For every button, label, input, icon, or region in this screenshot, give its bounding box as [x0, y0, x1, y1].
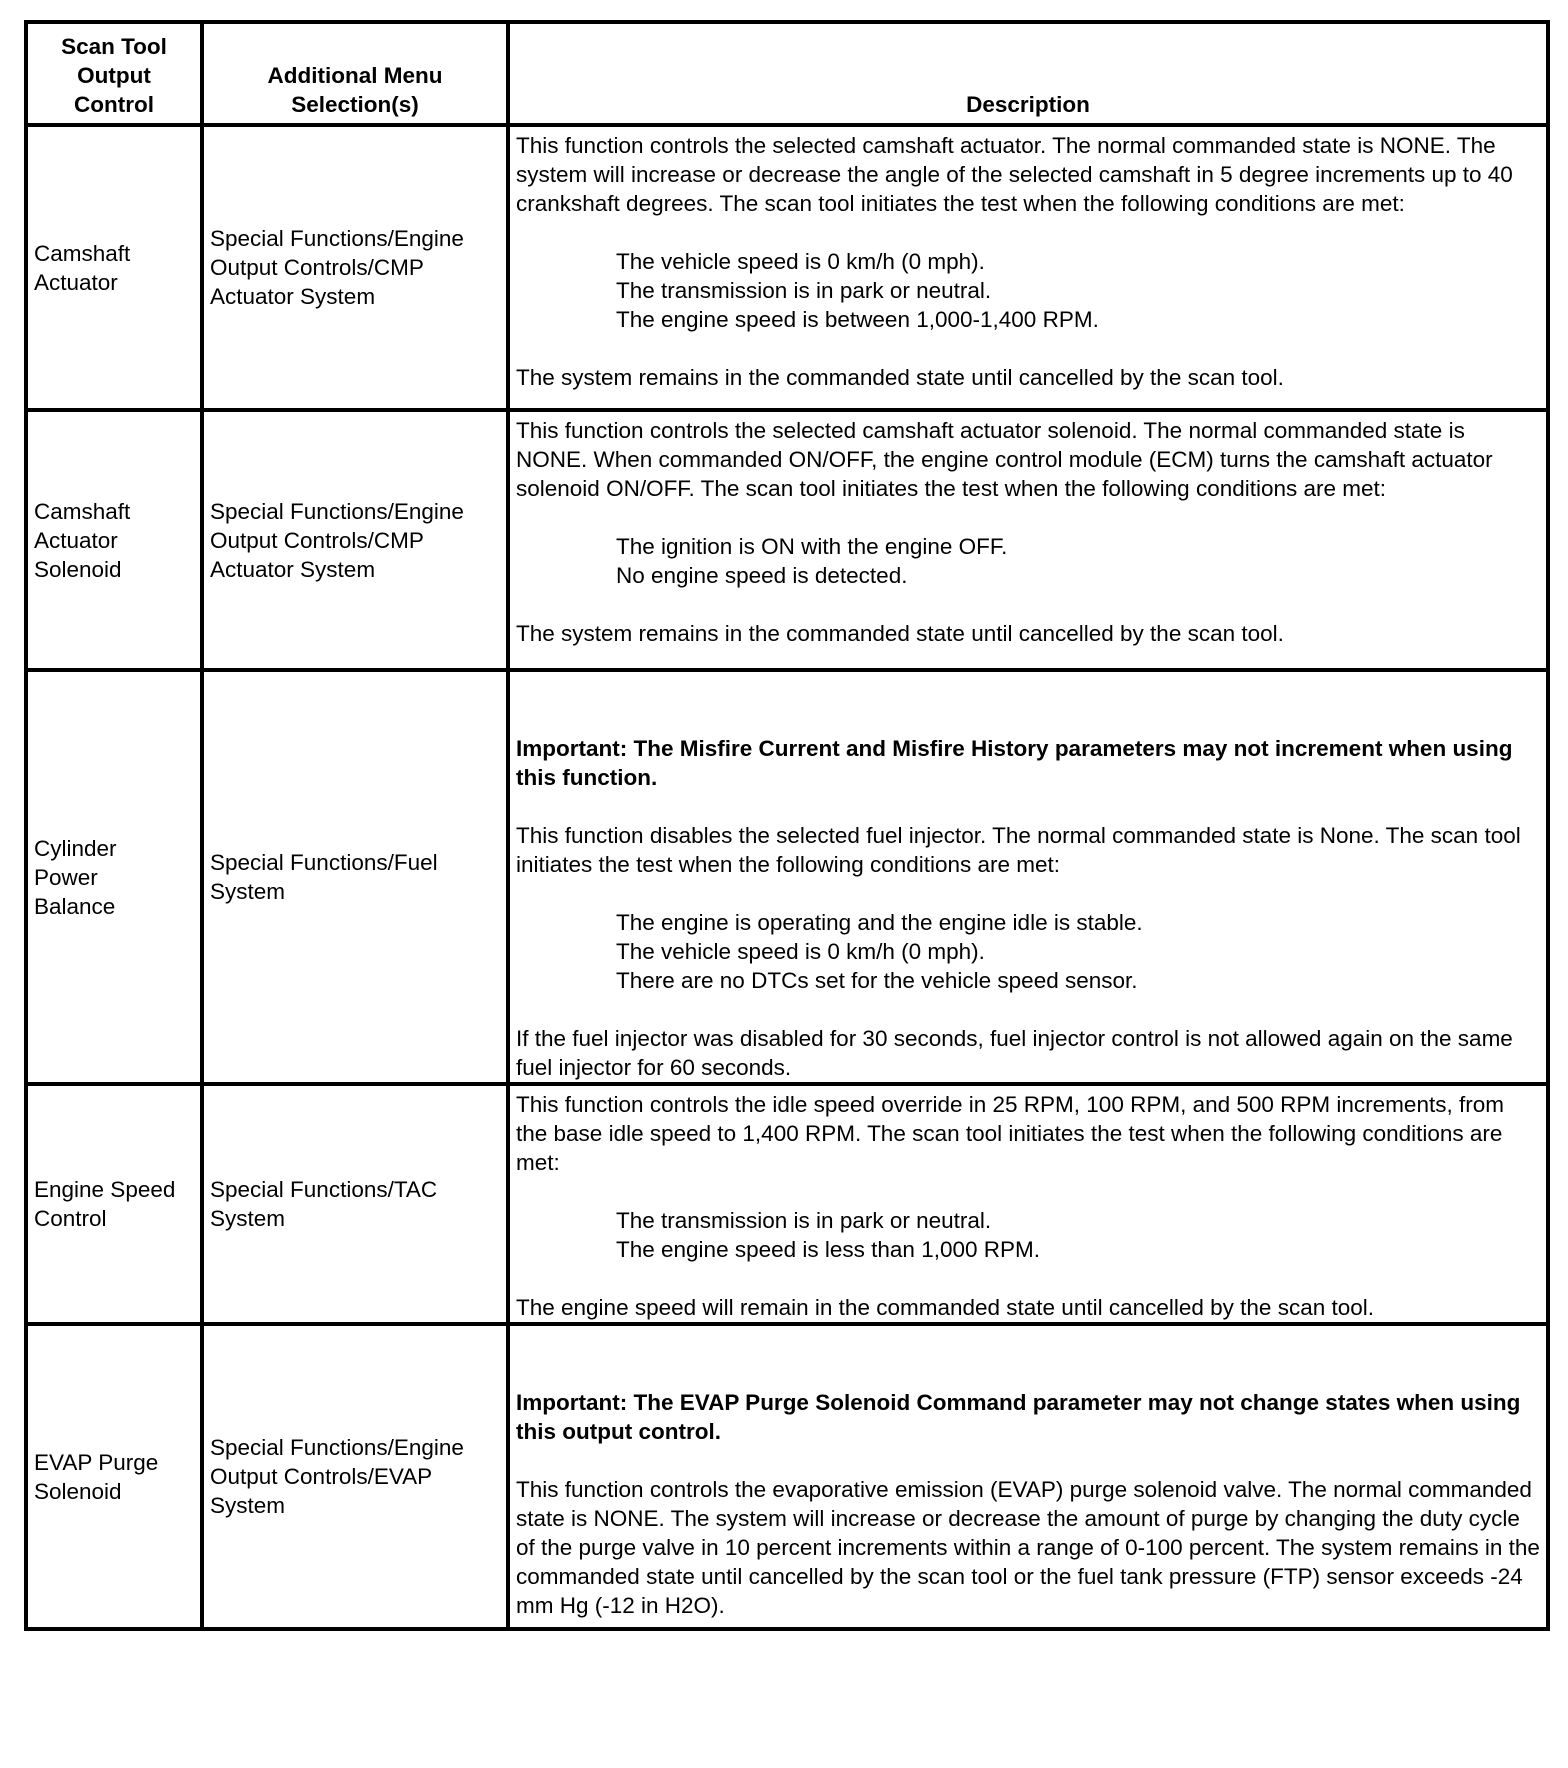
- output-control-cell: Engine Speed Control: [26, 1084, 202, 1324]
- output-control-cell: Camshaft Actuator: [26, 125, 202, 410]
- description-paragraph: This function disables the selected fuel injector. The normal commanded state is None. The scan tool initiates the test when the following conditions are met:: [516, 823, 1521, 877]
- description-paragraph: This function controls the selected camshaft actuator solenoid. The normal commanded state is NONE. When commanded ON/OFF, the engine control module (ECM) turns the camshaft actuator solenoid ON/OFF. The scan tool initiates the test when the following conditions are met:: [516, 418, 1493, 501]
- paragraph-spacer: [516, 705, 1540, 734]
- description-paragraph: This function controls the selected camshaft actuator. The normal commanded state is NONE. The system will increase or decrease the angle of the selected camshaft in 5 degree increments up to 40 crankshaft degrees. The scan tool initiates the test when the following conditions are met:: [516, 133, 1513, 216]
- paragraph-spacer: [516, 1177, 1540, 1206]
- output-control-cell: Cylinder Power Balance: [26, 670, 202, 1084]
- output-controls-table: [24, 20, 1550, 1631]
- table-row: [26, 410, 1548, 670]
- menu-selection-cell: Special Functions/Engine Output Controls/EVAP System: [202, 1324, 508, 1629]
- table-row: [26, 1324, 1548, 1629]
- description-paragraph: The system remains in the commanded state until cancelled by the scan tool.: [516, 365, 1284, 390]
- paragraph-spacer: [516, 995, 1540, 1024]
- output-control-cell: EVAP Purge Solenoid: [26, 1324, 202, 1629]
- condition-line: The engine speed is between 1,000-1,400 RPM.: [616, 307, 1099, 332]
- important-note: Important: The Misfire Current and Misfire History parameters may not increment when using this function.: [516, 736, 1513, 790]
- condition-line: The engine speed is less than 1,000 RPM.: [616, 1237, 1041, 1262]
- table-row: [26, 125, 1548, 410]
- paragraph-spacer: [516, 590, 1540, 619]
- description-cell: [508, 410, 1548, 670]
- description-paragraph: If the fuel injector was disabled for 30 seconds, fuel injector control is not allowed again on the same fuel injector for 60 seconds.: [516, 1026, 1513, 1080]
- condition-line: The ignition is ON with the engine OFF.: [616, 534, 1008, 559]
- condition-line: The vehicle speed is 0 km/h (0 mph).: [616, 249, 985, 274]
- menu-selection-cell: Special Functions/Fuel System: [202, 670, 508, 1084]
- paragraph-spacer: [516, 218, 1540, 247]
- paragraph-spacer: [516, 334, 1540, 363]
- description-cell: [508, 670, 1548, 1084]
- condition-line: No engine speed is detected.: [616, 563, 908, 588]
- menu-selection-cell: Special Functions/TAC System: [202, 1084, 508, 1324]
- paragraph-spacer: [516, 879, 1540, 908]
- description-paragraph: The engine speed will remain in the commanded state until cancelled by the scan tool.: [516, 1295, 1374, 1320]
- condition-line: There are no DTCs set for the vehicle speed sensor.: [616, 968, 1138, 993]
- header-description: Description: [508, 22, 1548, 125]
- paragraph-spacer: [516, 1330, 1540, 1359]
- table-row: [26, 670, 1548, 1084]
- description-paragraph: The system remains in the commanded state until cancelled by the scan tool.: [516, 621, 1284, 646]
- description-paragraph: This function controls the idle speed override in 25 RPM, 100 RPM, and 500 RPM increments, from the base idle speed to 1,400 RPM. The scan tool initiates the test when the following conditions are met:: [516, 1092, 1504, 1175]
- description-paragraph: This function controls the evaporative emission (EVAP) purge solenoid valve. The normal commanded state is NONE. The system will increase or decrease the amount of purge by changing the duty cycle of the purge valve in 10 percent increments within a range of 0-100 percent. The system remains in the commanded state until cancelled by the scan tool or the fuel tank pressure (FTP) sensor exceeds -24 mm Hg (-12 in H2O).: [516, 1477, 1540, 1618]
- paragraph-spacer: [516, 1446, 1540, 1475]
- table-row: [26, 1084, 1548, 1324]
- paragraph-spacer: [516, 1264, 1540, 1293]
- important-note: Important: The EVAP Purge Solenoid Command parameter may not change states when using this output control.: [516, 1390, 1521, 1444]
- menu-selection-cell: Special Functions/Engine Output Controls/CMP Actuator System: [202, 410, 508, 670]
- description-cell: [508, 1324, 1548, 1629]
- menu-selection-cell: Special Functions/Engine Output Controls/CMP Actuator System: [202, 125, 508, 410]
- condition-line: The vehicle speed is 0 km/h (0 mph).: [616, 939, 985, 964]
- description-cell: [508, 125, 1548, 410]
- condition-line: The transmission is in park or neutral.: [616, 1208, 992, 1233]
- paragraph-spacer: [516, 1359, 1540, 1388]
- description-cell: [508, 1084, 1548, 1324]
- output-control-cell: Camshaft Actuator Solenoid: [26, 410, 202, 670]
- header-menu-selections: Additional Menu Selection(s): [202, 22, 508, 125]
- condition-line: The engine is operating and the engine idle is stable.: [616, 910, 1143, 935]
- condition-line: The transmission is in park or neutral.: [616, 278, 992, 303]
- paragraph-spacer: [516, 503, 1540, 532]
- paragraph-spacer: [516, 792, 1540, 821]
- header-row: [26, 22, 1548, 125]
- paragraph-spacer: [516, 676, 1540, 705]
- header-output-control: Scan Tool Output Control: [26, 22, 202, 125]
